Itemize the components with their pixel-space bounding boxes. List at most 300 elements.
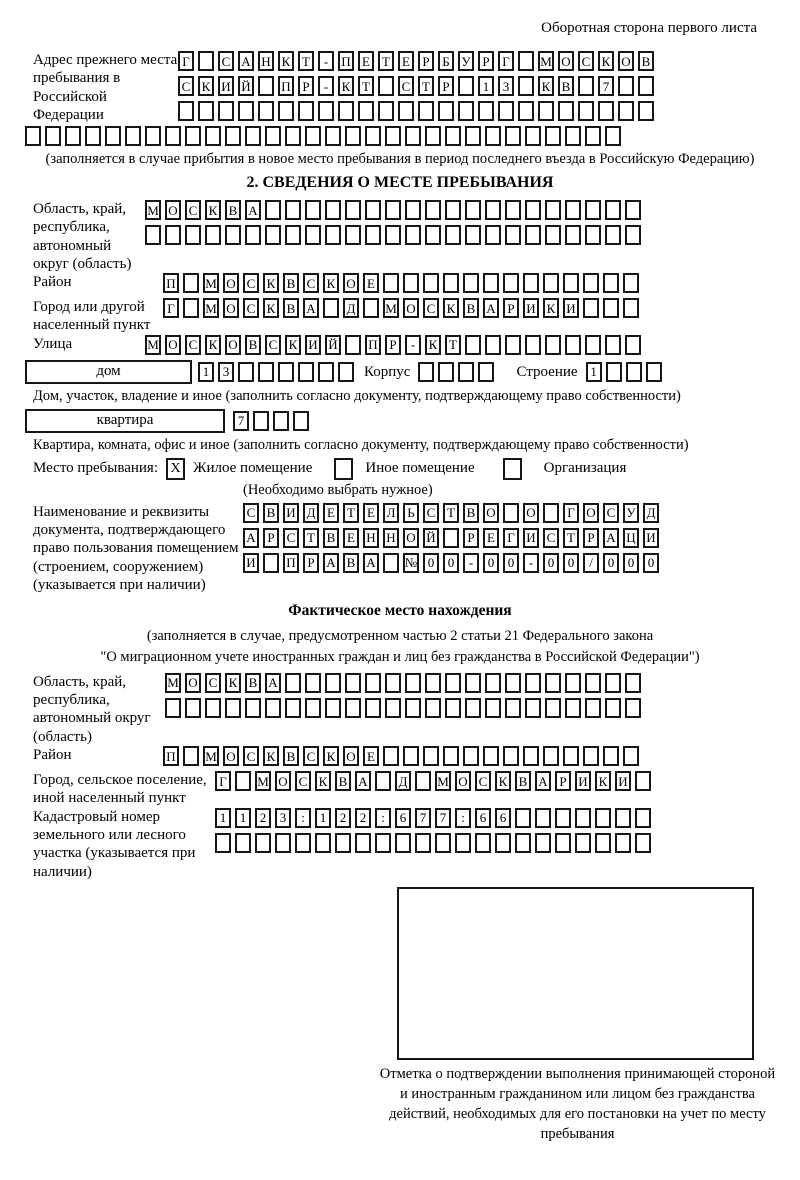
char-cell: И [523,528,539,548]
char-cell [503,746,519,766]
char-cell [623,298,639,318]
char-cell [245,698,261,718]
char-cell: О [455,771,471,791]
char-cell [615,808,631,828]
char-cell: О [523,503,539,523]
char-cell [423,746,439,766]
char-cell: 2 [335,808,351,828]
char-cell [618,101,634,121]
house-number-cells [198,362,358,382]
char-cell [523,273,539,293]
char-cell: М [435,771,451,791]
char-cell [543,746,559,766]
apartment-row [25,409,775,433]
grid-row [243,553,663,573]
char-cell: О [223,746,239,766]
char-cell: Й [423,528,439,548]
char-cell: 0 [483,553,499,573]
char-cell [383,273,399,293]
grid-row [163,298,643,318]
char-cell [445,698,461,718]
char-cell: Н [258,51,274,71]
char-cell [235,833,251,853]
char-cell: О [483,503,499,523]
char-cell [415,833,431,853]
char-cell: О [343,746,359,766]
grid-row [165,673,645,693]
char-cell [423,273,439,293]
char-cell: П [163,273,179,293]
char-cell [225,225,241,245]
char-cell [475,833,491,853]
char-cell [298,101,314,121]
char-cell [646,362,662,382]
grid-row [215,771,655,791]
char-cell: 7 [435,808,451,828]
stamp-box [397,887,754,1060]
char-cell [205,126,221,146]
char-cell: К [495,771,511,791]
house-note: Дом, участок, владение и иное (заполнить согласно документу, подтверждающему право собственности) [33,387,681,404]
char-cell [525,673,541,693]
char-cell [518,51,534,71]
char-cell [565,225,581,245]
char-cell [605,673,621,693]
char-cell [375,771,391,791]
char-cell [445,126,461,146]
char-cell: Д [643,503,659,523]
char-cell [585,225,601,245]
char-cell [285,673,301,693]
char-cell [585,200,601,220]
char-cell: А [483,298,499,318]
char-cell [285,126,301,146]
char-cell [335,833,351,853]
char-cell [543,503,559,523]
section-title: 2. СВЕДЕНИЯ О МЕСТЕ ПРЕБЫВАНИЯ [246,174,554,191]
char-cell [563,273,579,293]
char-cell [605,225,621,245]
char-cell: Д [303,503,319,523]
char-cell [545,335,561,355]
char-cell: Т [418,76,434,96]
char-cell [535,833,551,853]
char-cell: С [543,528,559,548]
char-cell [385,225,401,245]
char-cell [418,362,434,382]
char-cell: Г [563,503,579,523]
char-cell [578,101,594,121]
char-cell [638,101,654,121]
char-cell [465,200,481,220]
actual-location-note [25,626,775,667]
stay-option-label-other: Иное помещение [365,460,475,477]
char-cell [258,76,274,96]
char-cell: О [275,771,291,791]
char-cell [378,101,394,121]
char-cell [463,746,479,766]
char-cell [383,746,399,766]
char-cell: В [558,76,574,96]
char-cell [605,698,621,718]
char-cell [165,698,181,718]
char-cell [465,126,481,146]
char-cell: В [343,553,359,573]
char-cell [395,833,411,853]
char-cell: К [543,298,559,318]
char-cell: С [218,51,234,71]
char-cell [338,362,354,382]
stay-option-checkbox-residential: X [166,458,185,480]
char-cell [505,335,521,355]
char-cell [458,101,474,121]
char-cell [583,273,599,293]
char-cell [405,698,421,718]
char-cell [183,298,199,318]
stay-option-label-residential: Жилое помещение [193,460,313,477]
char-cell [495,833,511,853]
char-cell: Т [443,503,459,523]
char-cell: Н [363,528,379,548]
char-cell: А [355,771,371,791]
char-cell [235,771,251,791]
char-cell [505,200,521,220]
char-cell [338,101,354,121]
char-cell [565,126,581,146]
char-cell [443,273,459,293]
char-cell [355,833,371,853]
char-cell [565,673,581,693]
char-cell [25,126,41,146]
char-cell [555,833,571,853]
char-cell: 3 [218,362,234,382]
char-cell [578,76,594,96]
char-cell: Р [385,335,401,355]
char-cell [383,553,399,573]
char-cell: Г [215,771,231,791]
char-cell: С [205,673,221,693]
char-cell: 3 [275,808,291,828]
char-cell [218,101,234,121]
char-cell: С [178,76,194,96]
char-cell: Ц [623,528,639,548]
char-cell [293,411,309,431]
city-field [25,298,775,335]
char-cell: - [463,553,479,573]
char-cell: С [185,335,201,355]
char-cell: С [185,200,201,220]
char-cell: С [243,298,259,318]
prev-address-note: (заполняется в случае прибытия в новое место пребывания в период последнего въезда в Российскую Федерацию) [45,151,755,167]
char-cell [345,335,361,355]
char-cell: Е [483,528,499,548]
char-cell: В [515,771,531,791]
char-cell [598,101,614,121]
char-cell: Ь [403,503,419,523]
char-cell [603,746,619,766]
char-cell [465,335,481,355]
cadastral-grid [215,808,655,858]
char-cell [445,673,461,693]
char-cell: К [263,746,279,766]
char-cell [465,698,481,718]
prev-address-grid [178,51,658,126]
grid-row [145,200,645,220]
char-cell [263,553,279,573]
char-cell: : [455,808,471,828]
char-cell [478,101,494,121]
char-cell [365,225,381,245]
house-row [25,360,775,384]
char-cell [185,126,201,146]
char-cell [543,273,559,293]
char-cell: И [643,528,659,548]
char-cell [635,833,651,853]
char-cell: К [598,51,614,71]
char-cell [626,362,642,382]
char-cell [425,126,441,146]
actual-city-field [25,771,775,808]
char-cell: С [295,771,311,791]
char-cell [345,200,361,220]
char-cell [583,298,599,318]
char-cell [485,225,501,245]
char-cell: И [523,298,539,318]
char-cell: И [615,771,631,791]
char-cell: 7 [415,808,431,828]
char-cell: Е [398,51,414,71]
char-cell: Р [503,298,519,318]
char-cell [278,101,294,121]
grid-row [163,273,643,293]
char-cell: Р [298,76,314,96]
char-cell [183,746,199,766]
char-cell [255,833,271,853]
char-cell [403,746,419,766]
grid-row [145,335,645,355]
char-cell: - [523,553,539,573]
char-cell: В [263,503,279,523]
char-cell [363,298,379,318]
actual-region-label: Область, край, республика, автономный округ (область) [33,673,151,745]
char-cell: М [165,673,181,693]
char-cell: 0 [643,553,659,573]
char-cell: Т [343,503,359,523]
char-cell [505,126,521,146]
char-cell: : [375,808,391,828]
char-cell [345,698,361,718]
char-cell [198,101,214,121]
char-cell [145,126,161,146]
char-cell: Р [418,51,434,71]
stay-option-checkbox-other [334,458,353,480]
char-cell [185,698,201,718]
char-cell [525,200,541,220]
char-cell: К [205,335,221,355]
char-cell [405,126,421,146]
char-cell: Т [378,51,394,71]
char-cell [625,225,641,245]
char-cell [238,101,254,121]
char-cell [225,126,241,146]
char-cell [178,101,194,121]
char-cell: № [403,553,419,573]
char-cell [635,771,651,791]
grid-row [215,833,655,853]
char-cell: Г [178,51,194,71]
char-cell: / [583,553,599,573]
char-cell [358,101,374,121]
stay-option-label-organization: Организация [543,460,627,477]
grid-row [243,503,663,523]
char-cell: - [318,51,334,71]
char-cell [365,200,381,220]
grid-row [178,101,658,121]
char-cell: 7 [598,76,614,96]
char-cell [45,126,61,146]
char-cell [285,200,301,220]
street-label: Улица [33,335,73,352]
char-cell [315,833,331,853]
char-cell [345,673,361,693]
char-cell [205,225,221,245]
char-cell: Е [323,503,339,523]
char-cell: А [245,200,261,220]
char-cell [625,335,641,355]
char-cell [478,362,494,382]
char-cell [325,673,341,693]
actual-note-line1: (заполняется в случае, предусмотренном частью 2 статьи 21 Федерального закона [146,628,654,645]
char-cell [305,126,321,146]
char-cell: П [365,335,381,355]
char-cell [585,673,601,693]
char-cell [105,126,121,146]
char-cell [625,200,641,220]
char-cell [398,101,414,121]
char-cell [365,126,381,146]
char-cell: О [558,51,574,71]
char-cell [305,225,321,245]
char-cell: В [463,298,479,318]
char-cell: С [475,771,491,791]
char-cell: К [315,771,331,791]
char-cell: Р [463,528,479,548]
char-cell [545,200,561,220]
char-cell [443,746,459,766]
char-cell [585,126,601,146]
char-cell: К [225,673,241,693]
char-cell: И [243,553,259,573]
char-cell: В [245,673,261,693]
char-cell: Е [343,528,359,548]
char-cell [265,126,281,146]
char-cell: В [245,335,261,355]
char-cell: Т [298,51,314,71]
char-cell: О [343,273,359,293]
char-cell: К [595,771,611,791]
char-cell: К [425,335,441,355]
char-cell [638,76,654,96]
char-cell [485,698,501,718]
char-cell: К [323,746,339,766]
char-cell [425,698,441,718]
char-cell: 0 [543,553,559,573]
char-cell [606,362,622,382]
grid-row [178,51,658,71]
char-cell: М [203,746,219,766]
grid-row [215,808,655,828]
char-cell: Р [263,528,279,548]
char-cell: В [283,273,299,293]
char-cell [445,225,461,245]
char-cell [403,273,419,293]
header-note: Оборотная сторона первого листа [541,20,757,36]
grid-row [163,746,643,766]
char-cell: К [198,76,214,96]
char-cell: Б [438,51,454,71]
char-cell: С [603,503,619,523]
char-cell: А [243,528,259,548]
char-cell: К [323,273,339,293]
char-cell: В [283,746,299,766]
char-cell [605,335,621,355]
char-cell: С [423,298,439,318]
char-cell [575,808,591,828]
char-cell [253,411,269,431]
char-cell [523,746,539,766]
char-cell [458,76,474,96]
char-cell [325,698,341,718]
korpus-label: Корпус [364,363,411,380]
char-cell: С [578,51,594,71]
char-cell [545,673,561,693]
char-cell: К [263,273,279,293]
char-cell: С [283,528,299,548]
char-cell [365,673,381,693]
char-cell [415,771,431,791]
char-cell: Т [358,76,374,96]
stroenie-cells [586,362,666,382]
char-cell [525,126,541,146]
char-cell [503,273,519,293]
char-cell: В [638,51,654,71]
char-cell [545,126,561,146]
char-cell: К [443,298,459,318]
char-cell: О [403,528,419,548]
char-cell [425,200,441,220]
char-cell: К [263,298,279,318]
char-cell: О [185,673,201,693]
char-cell: О [165,335,181,355]
char-cell [183,273,199,293]
char-cell: 0 [563,553,579,573]
char-cell [265,200,281,220]
char-cell [305,673,321,693]
char-cell: - [318,76,334,96]
char-cell: И [218,76,234,96]
char-cell: М [145,200,161,220]
char-cell [525,335,541,355]
house-box: дом [25,360,192,384]
char-cell [445,200,461,220]
char-cell [625,673,641,693]
char-cell: Р [478,51,494,71]
char-cell: И [283,503,299,523]
char-cell [555,808,571,828]
char-cell: 3 [498,76,514,96]
char-cell: М [538,51,554,71]
char-cell: 0 [423,553,439,573]
